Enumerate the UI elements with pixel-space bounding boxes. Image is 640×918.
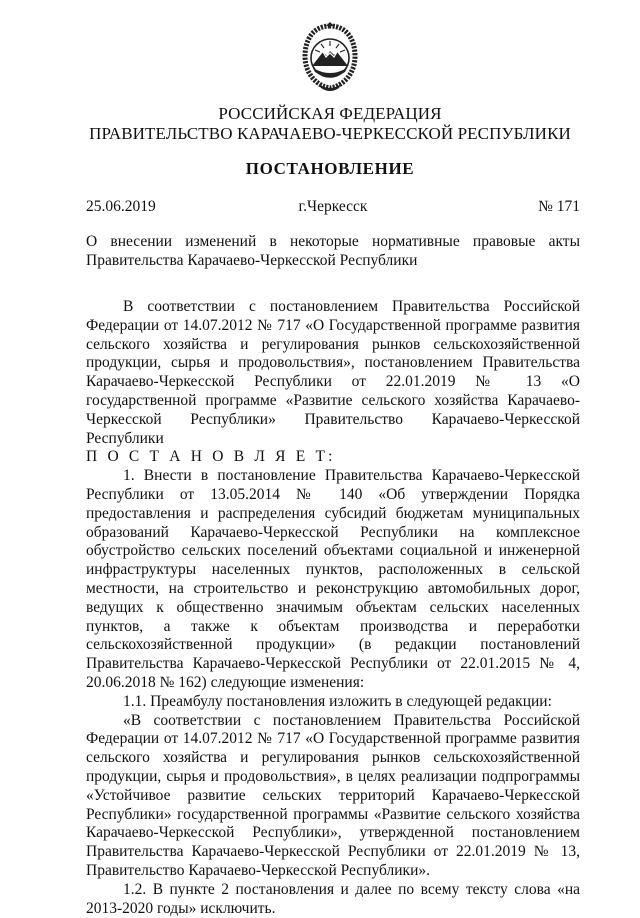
document-date: 25.06.2019 xyxy=(86,198,156,215)
body-intro: В соответствии с постановлением Правительства Российской Федерации от 14.07.2012 № 717 «О Государственной программе развития сельского хозяйства и регулирования рынков сельскохозяйственной продукции, сырья и продовольствия», постановлением Правительства Карачаево-Черкесской Республики от 22.01.2019 № 13 «О государственной программе «Развитие сельского хозяйства Карачаево-Черкесской Республики» Правительство Карачаево-Черкесской Республики xyxy=(86,298,580,447)
body-item-1: 1. Внести в постановление Правительства Карачаево-Черкесской Республики от 13.05.2014 № 140 «Об утверждении Порядка предоставления и распределения субсидий бюджетам муниципальных образований Карачаево-Черкесской Республики на комплексное обустройство сельских поселений объектами социальной и инженерной инфраструктуры населенных пунктов, расположенных в сельской местности, на строительство и реконструкцию автомобильных дорог, ведущих к общественно значимым объектам сельских населенных пунктов, а также к объектам производства и переработки сельскохозяйственной продукции» (в редакции постановлений Правительства Карачаево-Черкесской Республики от 22.01.2015 № 4, 20.06.2018 № 162) следующие изменения: xyxy=(86,467,580,691)
document-meta xyxy=(86,198,580,218)
body-quote: «В соответствии с постановлением Правительства Российской Федерации от 14.07.2012 № 717 «О Государственной программе развития сельского хозяйства и регулирования рынков сельскохозяйственной продукции, сырья и продовольствия», в целях реализации подпрограммы «Устойчивое развитие сельских территорий Карачаево-Черкесской Республики» государственной программы «Развитие сельского хозяйства Карачаево-Черкесской Республики», утвержденной постановлением Правительства Карачаево-Черкесской Республики от 22.01.2019 № 13, Правительство Карачаево-Черкесской Республики». xyxy=(86,711,580,879)
document-type: ПОСТАНОВЛЕНИЕ xyxy=(245,159,415,178)
coat-of-arms-icon xyxy=(299,22,361,92)
document-place: г.Черкесск xyxy=(298,198,368,215)
document-subject: О внесении изменений в некоторые нормативные правовые акты Правительства Карачаево-Черкесской Республики xyxy=(86,233,580,269)
body-decree-heading: П О С Т А Н О В Л Я Е Т: xyxy=(86,448,336,466)
document-number: № 171 xyxy=(538,198,580,215)
document-body xyxy=(86,298,580,918)
header-government: ПРАВИТЕЛЬСТВО КАРАЧАЕВО-ЧЕРКЕССКОЙ РЕСПУБЛИКИ xyxy=(89,124,571,143)
body-item-1-1: 1.1. Преамбулу постановления изложить в следующей редакции: xyxy=(123,692,552,710)
body-item-1-2: 1.2. В пункте 2 постановления и далее по всему тексту слова «на 2013-2020 годы» исключить. xyxy=(86,880,580,917)
header-country: РОССИЙСКАЯ ФЕДЕРАЦИЯ xyxy=(218,104,442,123)
